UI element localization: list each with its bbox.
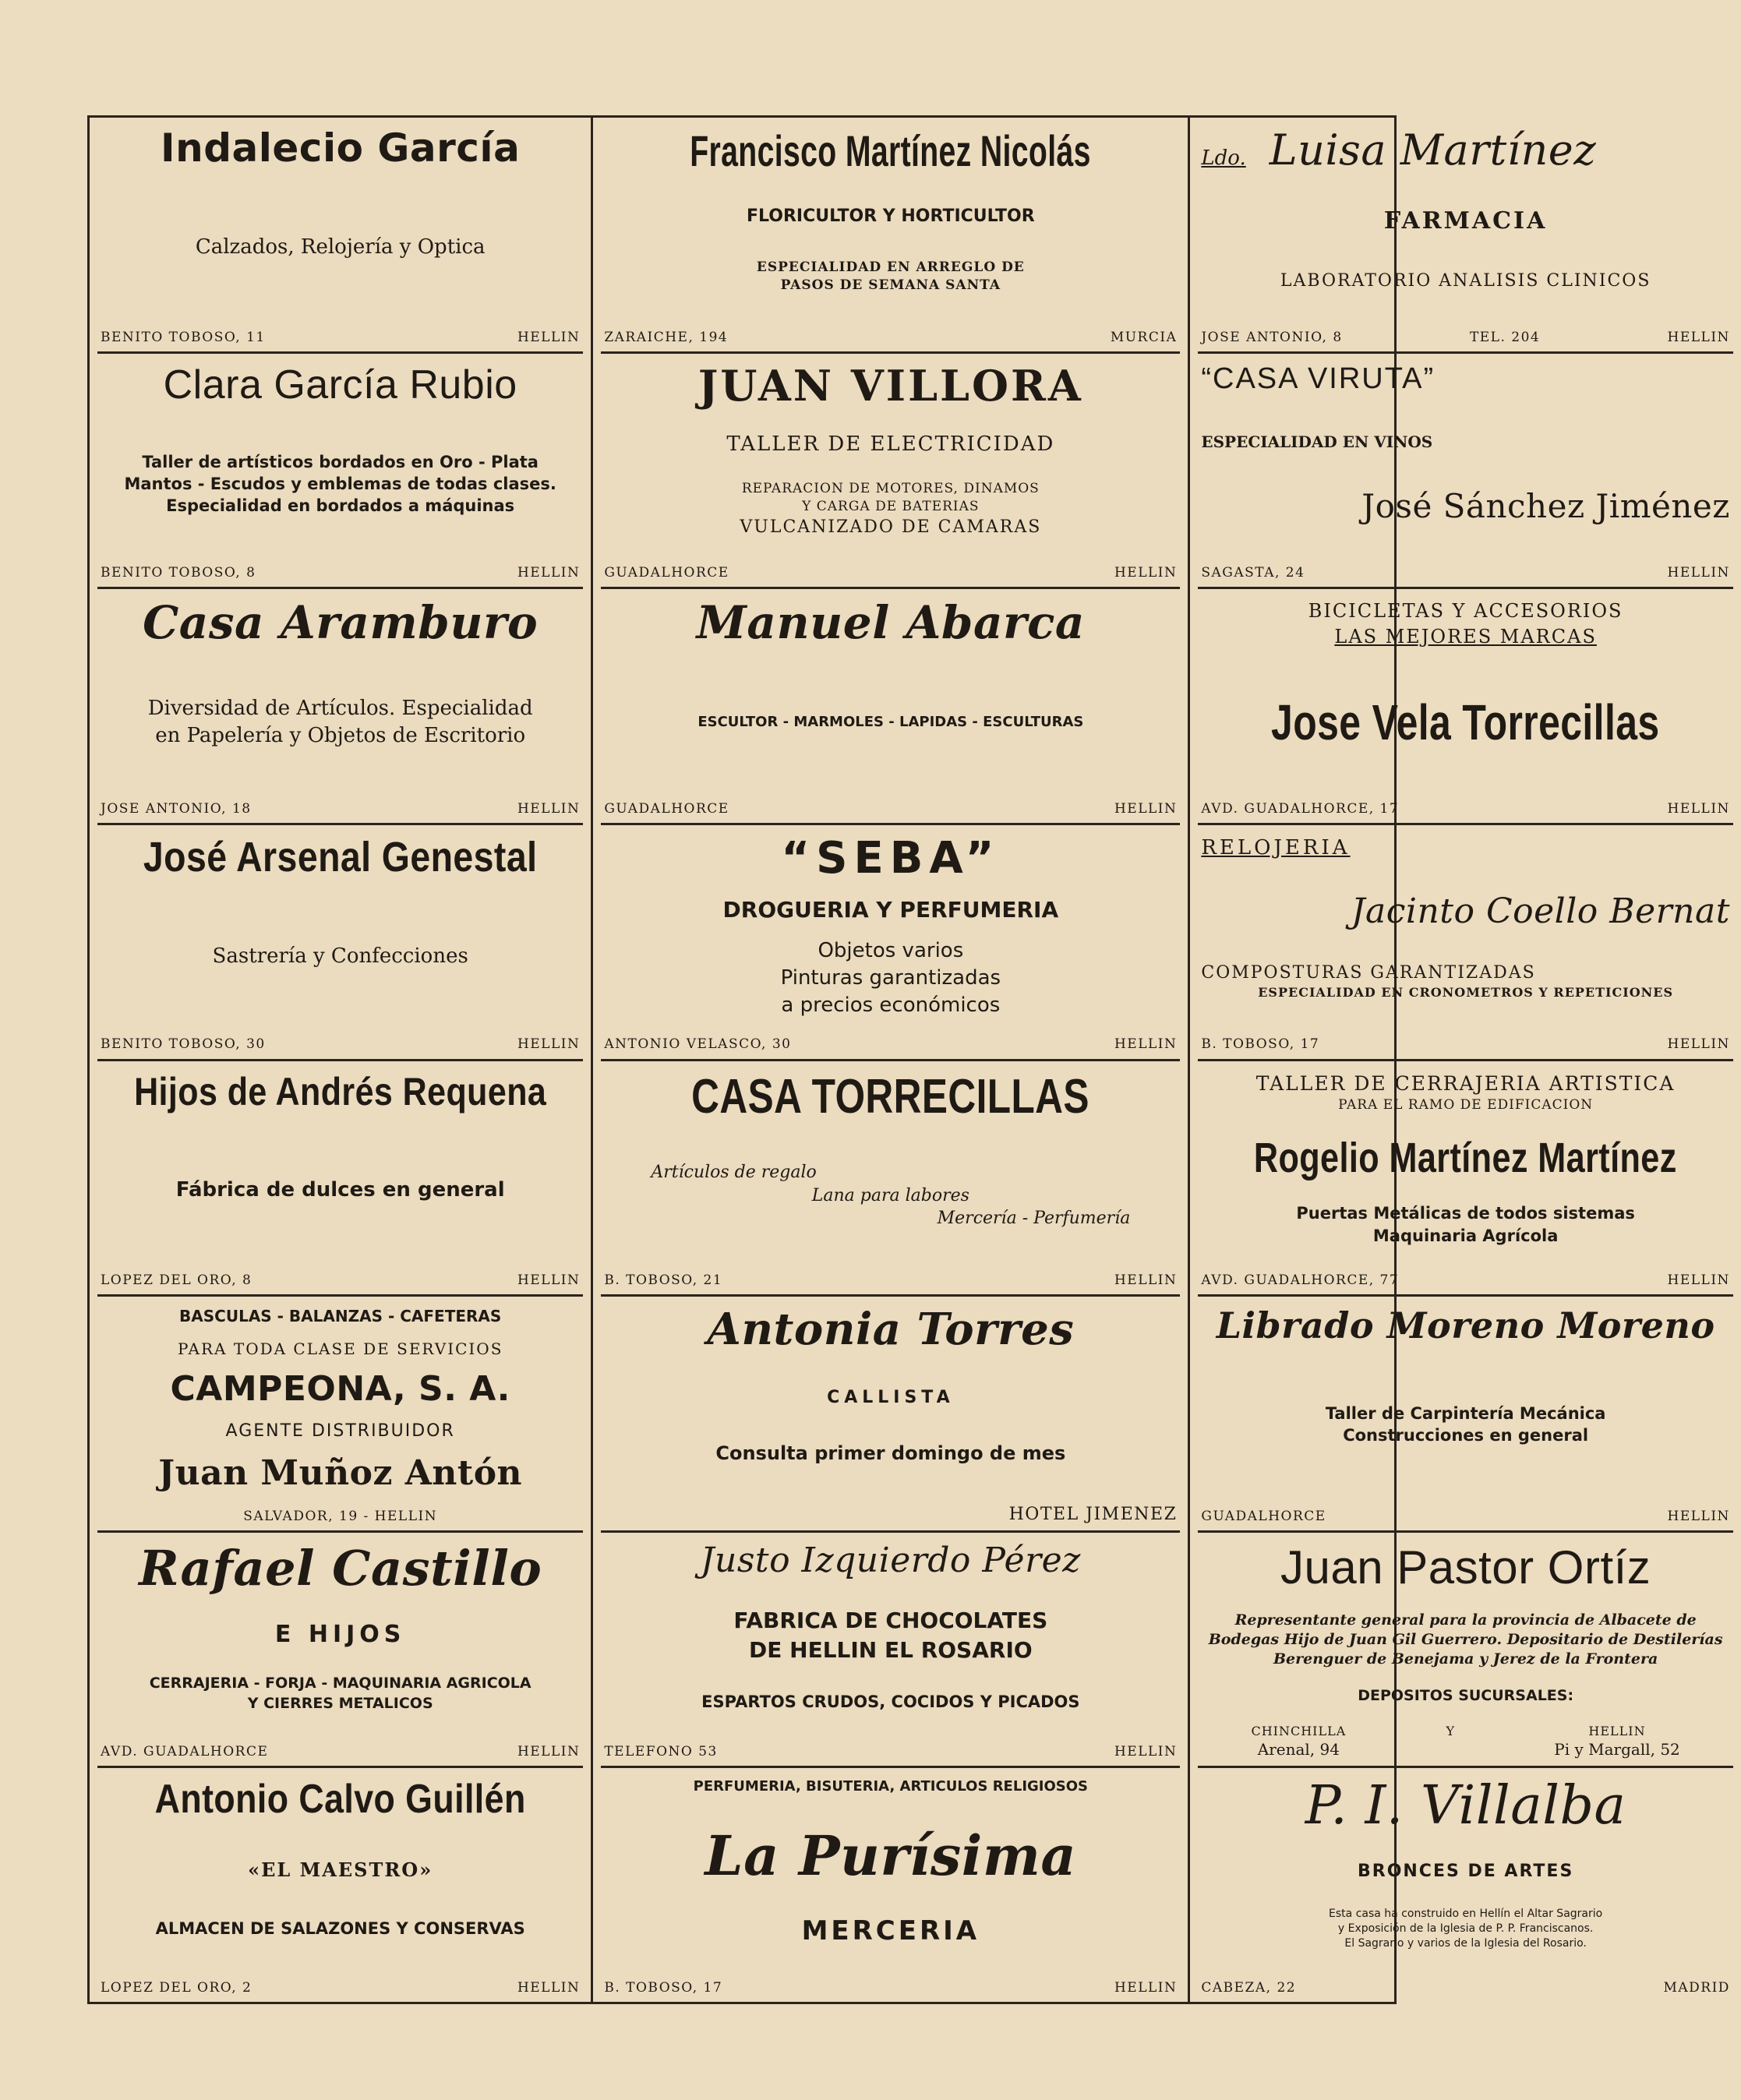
ad-title: “SEBA” <box>781 832 1001 884</box>
ad-subtitle: COMPOSTURAS GARANTIZADAS <box>1201 962 1536 983</box>
ad-city: HELLIN <box>517 1036 581 1053</box>
ad-title: Justo Izquierdo Pérez <box>700 1540 1081 1580</box>
ad-line: Maquinaria Agrícola <box>1372 1226 1559 1245</box>
ad-city: HELLIN <box>1667 1036 1730 1053</box>
ad-line: DE HELLIN EL ROSARIO <box>749 1636 1033 1663</box>
ad-line: Mercería - Perfumería <box>937 1209 1131 1229</box>
ad-address: ZARAICHE, 194 <box>604 329 729 345</box>
ad-title: Clara García Rubio <box>163 362 517 408</box>
ad-city: HOTEL JIMENEZ <box>1008 1504 1178 1524</box>
ad-city: HELLIN <box>517 329 581 345</box>
ad-title: P. I. Villalba <box>1305 1775 1626 1837</box>
ad-footer <box>1201 1509 1730 1524</box>
ad-address: ANTONIO VELASCO, 30 <box>604 1036 792 1053</box>
ad-city: HELLIN <box>1114 565 1178 581</box>
ad-title: Jacinto Coello Bernat <box>1351 891 1730 931</box>
ad-line: Y CIERRES METALICOS <box>247 1694 433 1712</box>
ad-line: Lana para labores <box>811 1185 969 1205</box>
ad-title: Casa Aramburo <box>143 596 539 650</box>
ad-title: Luisa Martínez <box>1269 125 1597 175</box>
deposit-city: HELLIN <box>1588 1723 1646 1738</box>
ad-address: AVD. GUADALHORCE, 17 <box>1201 800 1400 817</box>
ad-title: Rafael Castillo <box>139 1539 542 1597</box>
ad-city: HELLIN <box>1667 1508 1730 1524</box>
ad-antonia-torres <box>601 1297 1180 1533</box>
ad-line: Sastrería y Confecciones <box>212 944 468 968</box>
ad-city: HELLIN <box>1114 1744 1178 1760</box>
ad-footer <box>604 565 1177 581</box>
ad-address: JOSE ANTONIO, 18 <box>101 800 252 817</box>
ad-address: GUADALHORCE <box>604 565 729 581</box>
ad-subtitle: «EL MAESTRO» <box>248 1858 433 1881</box>
ad-footer <box>1201 1272 1730 1288</box>
ad-casa-aramburo <box>97 589 583 825</box>
ad-title: JUAN VILLORA <box>697 360 1083 411</box>
ad-top: PARA TODA CLASE DE SERVICIOS <box>177 1339 503 1358</box>
ad-address: GUADALHORCE <box>604 800 729 817</box>
ad-city: HELLIN <box>517 1980 581 1996</box>
ad-address: LOPEZ DEL ORO, 8 <box>101 1272 252 1289</box>
ad-footer <box>101 565 580 581</box>
ad-address: BENITO TOBOSO, 11 <box>101 329 266 345</box>
ad-city: MADRID <box>1663 1979 1730 1996</box>
ad-line: ESPARTOS CRUDOS, COCIDOS Y PICADOS <box>701 1692 1080 1712</box>
ad-jose-vela-torrecillas <box>1198 589 1733 825</box>
ad-top: Ldo. <box>1201 146 1246 170</box>
ad-footer <box>1201 565 1730 581</box>
ad-city: HELLIN <box>517 565 581 581</box>
ad-subtitle: TALLER DE ELECTRICIDAD <box>726 432 1055 456</box>
ad-address: CABEZA, 22 <box>1201 1979 1297 1996</box>
ad-subtitle: DROGUERIA Y PERFUMERIA <box>722 896 1059 923</box>
deposit-address: Pi y Margall, 52 <box>1554 1740 1680 1759</box>
ad-footer <box>1201 1980 1730 1996</box>
ad-address: B. TOBOSO, 21 <box>604 1272 723 1289</box>
ad-title: “CASA VIRUTA” <box>1201 362 1436 395</box>
ad-line: LABORATORIO ANALISIS CLINICOS <box>1280 270 1651 291</box>
ad-justo-izquierdo-perez <box>601 1533 1180 1769</box>
ad-top: BASCULAS - BALANZAS - CAFETERAS <box>179 1307 502 1326</box>
ad-footer <box>604 1505 1177 1524</box>
ad-footer <box>1201 330 1730 345</box>
ad-line: FABRICA DE CHOCOLATES <box>733 1607 1048 1633</box>
ad-line: Objetos varios <box>818 938 964 962</box>
ad-title: Rogelio Martínez Martínez <box>1254 1135 1678 1182</box>
ad-city: HELLIN <box>1667 565 1730 581</box>
ad-subtitle: ESPECIALIDAD EN VINOS <box>1201 432 1433 451</box>
ad-title: Antonio Calvo Guillén <box>154 1777 526 1823</box>
column-right <box>1190 118 1741 2002</box>
ad-title: La Purísima <box>705 1823 1077 1889</box>
ad-librado-moreno-moreno <box>1198 1297 1733 1533</box>
ad-city: HELLIN <box>1667 800 1730 817</box>
ad-antonio-calvo-guillen <box>97 1768 583 2002</box>
ad-p-i-villalba <box>1198 1768 1733 2002</box>
ad-footer <box>101 1509 580 1524</box>
ad-city: HELLIN <box>1114 1036 1178 1053</box>
ad-subtitle: BRONCES DE ARTES <box>1357 1861 1574 1881</box>
ad-title: Antonia Torres <box>707 1304 1075 1356</box>
ad-jacinto-coello-bernat <box>1198 825 1733 1061</box>
ad-rogelio-martinez-martinez <box>1198 1061 1733 1297</box>
ad-line: Calzados, Relojería y Optica <box>195 235 486 259</box>
ad-address: GUADALHORCE <box>1201 1508 1326 1524</box>
ad-line: Taller de Carpintería Mecánica <box>1325 1403 1606 1423</box>
ad-address: SALVADOR, 19 - HELLIN <box>243 1508 438 1524</box>
ad-line: REPARACION DE MOTORES, DINAMOS <box>741 480 1040 496</box>
ad-top: PARA EL RAMO DE EDIFICACION <box>1338 1097 1594 1114</box>
ad-manuel-abarca <box>601 589 1180 825</box>
ad-top: TALLER DE CERRAJERIA ARTISTICA <box>1255 1071 1676 1095</box>
ad-address: TELEFONO 53 <box>604 1744 718 1760</box>
ad-line: Artículos de regalo <box>651 1162 817 1182</box>
ad-phone: TEL. 204 <box>1469 329 1541 345</box>
ad-title: Francisco Martínez Nicolás <box>690 126 1092 175</box>
ad-title: Indalecio García <box>161 125 521 171</box>
ad-francisco-martinez-nicolas <box>601 118 1180 354</box>
ad-line: VULCANIZADO DE CAMARAS <box>740 517 1042 537</box>
ad-title: Juan Pastor Ortíz <box>1280 1541 1651 1594</box>
ad-address: AVD. GUADALHORCE, 77 <box>1201 1272 1400 1289</box>
ad-line: Mantos - Escudos y emblemas de todas clases. <box>124 474 556 493</box>
ad-city: HELLIN <box>517 1744 581 1760</box>
ad-casa-torrecillas <box>601 1061 1180 1297</box>
ad-title: CASA TORRECILLAS <box>691 1069 1090 1124</box>
ad-address: SAGASTA, 24 <box>1201 565 1305 581</box>
ad-line: Esta casa ha construido en Hellín el Altar Sagrario <box>1329 1908 1603 1921</box>
ad-footer <box>101 330 580 345</box>
ad-title: Jose Vela Torrecillas <box>1271 694 1660 751</box>
ad-line: ESPECIALIDAD EN ARREGLO DE <box>756 259 1025 275</box>
ad-seba <box>601 825 1180 1061</box>
ad-line: Puertas Metálicas de todos sistemas <box>1296 1204 1635 1223</box>
ad-footer <box>101 1036 580 1052</box>
ad-title: José Sánchez Jiménez <box>1361 486 1730 525</box>
ad-casa-viruta <box>1198 354 1733 590</box>
ad-address: B. TOBOSO, 17 <box>604 1979 723 1996</box>
deposit-locations <box>1201 1724 1730 1760</box>
ad-luisa-martinez <box>1198 118 1733 354</box>
ad-title: Librado Moreno Moreno <box>1216 1304 1715 1347</box>
ad-address: JOSE ANTONIO, 8 <box>1201 329 1343 345</box>
ad-footer <box>604 1036 1177 1052</box>
ad-footer <box>604 1980 1177 1996</box>
ad-footer <box>101 1272 580 1288</box>
ad-footer <box>604 330 1177 345</box>
ad-address: B. TOBOSO, 17 <box>1201 1036 1320 1053</box>
ad-line: y Exposición de la Iglesia de P. P. Franciscanos. <box>1337 1922 1594 1936</box>
ad-line: ESPECIALIDAD EN CRONOMETROS Y REPETICIONES <box>1258 985 1674 1001</box>
ad-top: BICICLETAS Y ACCESORIOS <box>1308 600 1623 623</box>
ad-footer <box>604 801 1177 817</box>
ad-city: HELLIN <box>1114 1272 1178 1289</box>
ad-line: Taller de artísticos bordados en Oro - Plata <box>142 452 539 471</box>
ad-top: RELOJERIA <box>1201 835 1351 859</box>
ad-hijos-andres-requena <box>97 1061 583 1297</box>
ad-address: LOPEZ DEL ORO, 2 <box>101 1980 252 1996</box>
ad-title: Hijos de Andrés Requena <box>134 1069 547 1114</box>
ad-footer <box>604 1744 1177 1759</box>
ad-line: Representante general para la provincia de Albacete de Bodegas Hijo de Juan Gil Guerrero. Depositario de Destilerías Berenguer de Benejama y Jerez de la Frontera <box>1208 1611 1723 1668</box>
ad-city: HELLIN <box>1667 1272 1730 1289</box>
ad-address: BENITO TOBOSO, 8 <box>101 565 256 581</box>
ad-line: ESCULTOR - MARMOLES - LAPIDAS - ESCULTURAS <box>697 713 1084 730</box>
ad-footer <box>1201 1036 1730 1052</box>
ad-indalecio-garcia <box>97 118 583 354</box>
ad-top: LAS MEJORES MARCAS <box>1334 625 1597 648</box>
ad-jose-arsenal-genestal <box>97 825 583 1061</box>
ad-title: José Arsenal Genestal <box>143 833 538 881</box>
column-left <box>90 118 593 2002</box>
ad-line: en Papelería y Objetos de Escritorio <box>155 723 526 747</box>
ad-line: Fábrica de dulces en general <box>175 1178 505 1202</box>
ad-footer <box>604 1272 1177 1288</box>
ad-footer <box>1201 801 1730 817</box>
ad-city: HELLIN <box>1114 1979 1178 1996</box>
ad-juan-villora <box>601 354 1180 590</box>
ad-subtitle: DEPOSITOS SUCURSALES: <box>1358 1686 1574 1704</box>
ad-city: HELLIN <box>517 1272 581 1289</box>
ad-line: Pinturas garantizadas <box>780 965 1001 990</box>
deposit-join: Y <box>1446 1723 1455 1738</box>
ad-subtitle: MERCERIA <box>801 1915 980 1946</box>
ad-subtitle: E HIJOS <box>274 1620 406 1648</box>
ad-top: PERFUMERIA, BISUTERIA, ARTICULOS RELIGIOSOS <box>693 1778 1089 1795</box>
ad-subtitle: FARMACIA <box>1383 206 1548 235</box>
ad-city: MURCIA <box>1110 329 1178 345</box>
ad-campeona <box>97 1297 583 1533</box>
ad-rafael-castillo <box>97 1533 583 1769</box>
ad-address: AVD. GUADALHORCE <box>101 1744 269 1760</box>
ad-subtitle: FLORICULTOR Y HORTICULTOR <box>747 206 1035 227</box>
deposit-address: Arenal, 94 <box>1257 1740 1340 1759</box>
ad-line: CERRAJERIA - FORJA - MAQUINARIA AGRICOLA <box>149 1675 531 1692</box>
ad-line: a precios económicos <box>781 994 1001 1018</box>
ad-line: PASOS DE SEMANA SANTA <box>780 277 1001 293</box>
ad-subtitle: AGENTE DISTRIBUIDOR <box>225 1421 455 1442</box>
column-middle <box>593 118 1190 2002</box>
ad-line: Construcciones en general <box>1343 1426 1589 1445</box>
ad-line: Consulta primer domingo de mes <box>715 1442 1066 1465</box>
ad-footer <box>101 1980 580 1996</box>
ad-juan-pastor-ortiz <box>1198 1533 1733 1769</box>
ad-line: Y CARGA DE BATERIAS <box>802 498 980 514</box>
ad-title: Juan Muñoz Antón <box>158 1452 523 1493</box>
ad-footer <box>101 801 580 817</box>
ad-clara-garcia-rubio <box>97 354 583 590</box>
ad-footer <box>101 1744 580 1759</box>
advertisement-page <box>87 115 1730 2004</box>
ad-city: HELLIN <box>1114 800 1178 817</box>
ad-la-purisima <box>601 1768 1180 2002</box>
ad-line: ALMACEN DE SALAZONES Y CONSERVAS <box>155 1919 525 1939</box>
ad-subtitle: CALLISTA <box>827 1387 955 1407</box>
ad-line: El Sagrario y varios de la Iglesia del Rosario. <box>1344 1937 1587 1950</box>
ad-line: Diversidad de Artículos. Especialidad <box>147 696 533 720</box>
ad-city: HELLIN <box>1667 329 1730 345</box>
ad-title: Manuel Abarca <box>696 596 1086 650</box>
ad-line: Especialidad en bordados a máquinas <box>166 496 515 516</box>
ad-title: CAMPEONA, S. A. <box>170 1369 510 1410</box>
ad-address: BENITO TOBOSO, 30 <box>101 1036 266 1053</box>
ad-city: HELLIN <box>517 800 581 817</box>
deposit-city: CHINCHILLA <box>1251 1723 1347 1738</box>
